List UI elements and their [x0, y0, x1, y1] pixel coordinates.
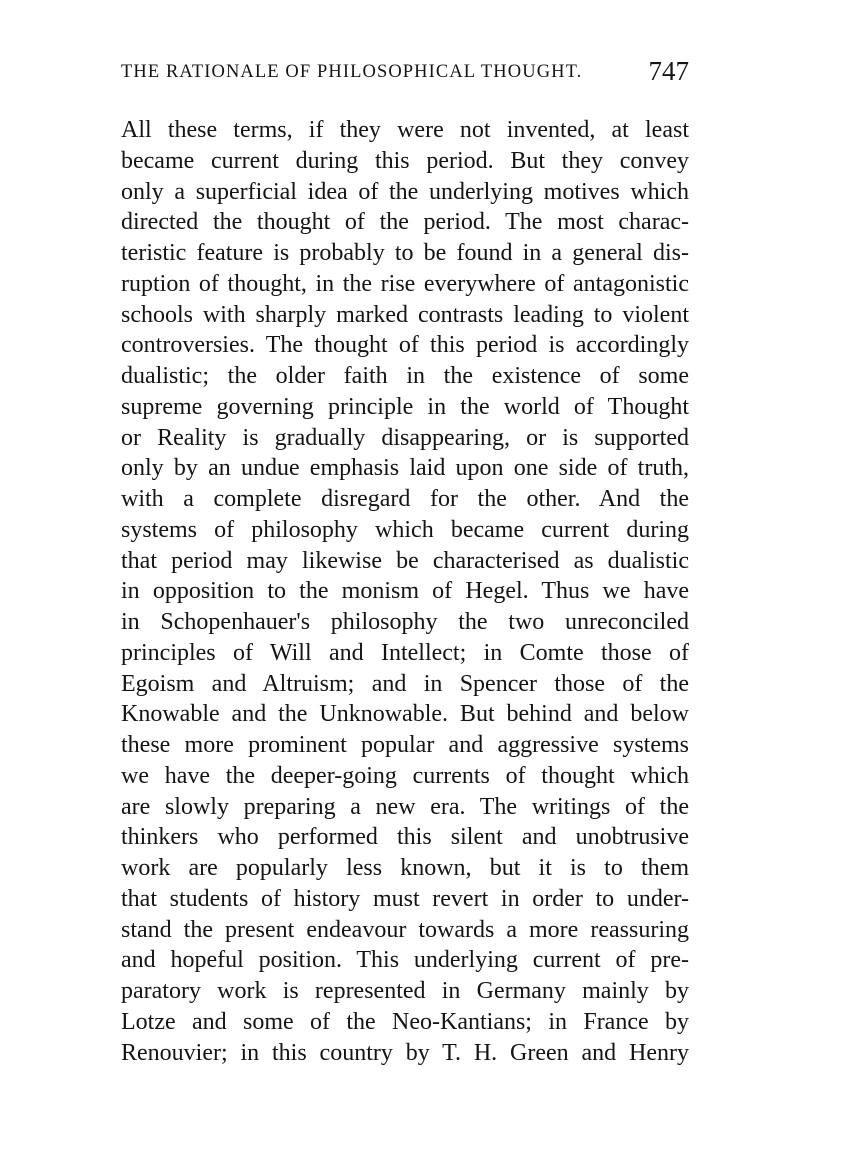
text-line: supreme governing principle in the world of Thought: [121, 393, 689, 420]
text-line: we have the deeper-going currents of thought which: [121, 762, 689, 789]
running-head: [121, 56, 689, 96]
text-line: that period may likewise be characterised as dualistic: [121, 547, 689, 574]
text-line: controversies. The thought of this period is accordingly: [121, 332, 689, 359]
text-line: in Schopenhauer's philosophy the two unreconciled: [121, 609, 689, 635]
page-number: 747: [648, 56, 689, 86]
text-line: paratory work is represented in Germany mainly by: [121, 978, 689, 1004]
text-line: work are popularly less known, but it is to them: [121, 855, 689, 881]
text-line: or Reality is gradually disappearing, or is supported: [121, 424, 689, 451]
text-line: systems of philosophy which became current during: [121, 516, 689, 543]
text-line: dualistic; the older faith in the existence of some: [121, 363, 689, 389]
running-title: THE RATIONALE OF PHILOSOPHICAL THOUGHT.: [121, 62, 583, 82]
text-line: only by an undue emphasis laid upon one side of truth,: [121, 455, 689, 482]
text-line: Renouvier; in this country by T. H. Green and Henry: [121, 1039, 689, 1066]
text-line: that students of history must revert in order to under-: [121, 885, 689, 912]
text-line: Egoism and Altruism; and in Spencer those of the: [121, 670, 689, 697]
text-line: ruption of thought, in the rise everywhere of antagonistic: [121, 270, 689, 297]
text-line: directed the thought of the period. The most charac-: [121, 209, 689, 236]
text-line: All these terms, if they were not invented, at least: [121, 117, 689, 143]
text-line: thinkers who performed this silent and unobtrusive: [121, 824, 689, 851]
text-line: are slowly preparing a new era. The writings of the: [121, 793, 689, 820]
text-line: only a superficial idea of the underlying motives which: [121, 178, 689, 205]
text-line: teristic feature is probably to be found in a general dis-: [121, 240, 689, 266]
text-line: Knowable and the Unknowable. But behind and below: [121, 701, 689, 728]
text-line: Lotze and some of the Neo-Kantians; in France by: [121, 1008, 689, 1035]
text-line: and hopeful position. This underlying current of pre-: [121, 947, 689, 974]
text-line: schools with sharply marked contrasts leading to violent: [121, 301, 689, 328]
text-line: principles of Will and Intellect; in Comte those of: [121, 639, 689, 666]
text-line: with a complete disregard for the other. And the: [121, 486, 689, 512]
text-line: stand the present endeavour towards a more reassuring: [121, 916, 689, 943]
text-line: became current during this period. But they convey: [121, 147, 689, 174]
body-text: [121, 115, 689, 1068]
text-line: these more prominent popular and aggressive systems: [121, 732, 689, 758]
text-line: in opposition to the monism of Hegel. Thus we have: [121, 578, 689, 605]
